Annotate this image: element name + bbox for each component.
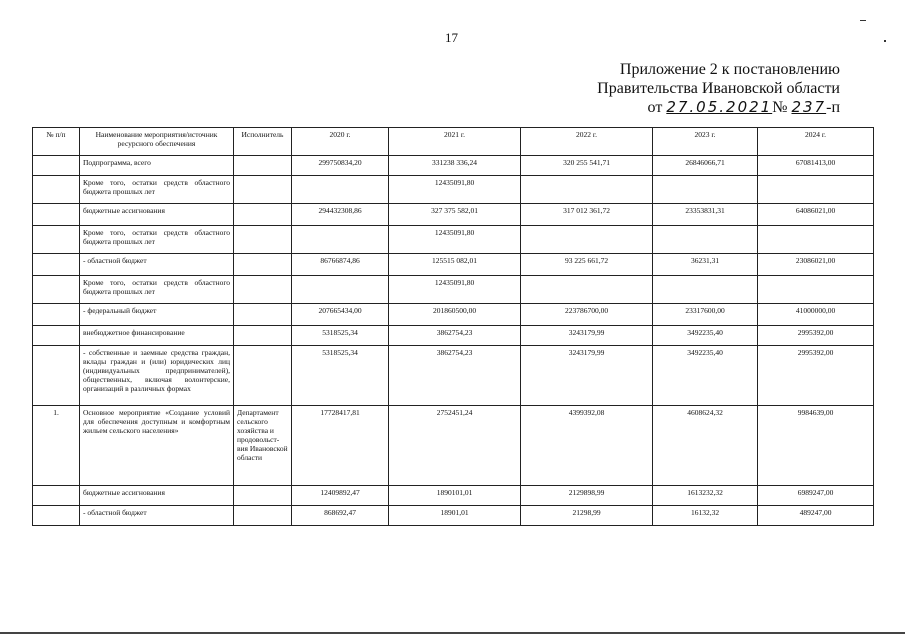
cell-value-2022: 320 255 541,71 [521,156,653,176]
table-row [33,156,874,176]
table-row [33,176,874,204]
cell-name: бюджетные ассигнования [80,204,234,226]
cell-value-2020: 294432308,86 [292,204,389,226]
scan-edge-line [0,632,905,634]
cell-value-2021: 2752451,24 [389,406,521,486]
cell-value-2020: 12409892,47 [292,486,389,506]
table-row [33,326,874,346]
cell-executor [234,506,292,526]
cell-num [33,346,80,406]
cell-name: Основное мероприятие «Создание условий для обеспечения доступным и комфортным жильем сельского населения» [80,406,234,486]
cell-value-2022: 2129898,99 [521,486,653,506]
cell-value-2024: 2995392,00 [758,346,874,406]
cell-executor [234,204,292,226]
table-row [33,406,874,486]
cell-value-2024: 67081413,00 [758,156,874,176]
cell-executor: Департамент сельского хозяйства и продовольст-вия Ивановской области [234,406,292,486]
cell-executor [234,276,292,304]
cell-executor [234,156,292,176]
header-2020: 2020 г. [292,128,389,156]
cell-value-2024: 6989247,00 [758,486,874,506]
cell-value-2021: 3862754,23 [389,326,521,346]
header-2021: 2021 г. [389,128,521,156]
cell-executor [234,346,292,406]
header-num: № п/п [33,128,80,156]
cell-name: Кроме того, остатки средств областного бюджета прошлых лет [80,176,234,204]
cell-name: Подпрограмма, всего [80,156,234,176]
cell-value-2024: 2995392,00 [758,326,874,346]
document-header [597,60,840,117]
cell-value-2023: 3492235,40 [653,346,758,406]
table-row [33,304,874,326]
table-row [33,486,874,506]
cell-value-2023 [653,176,758,204]
cell-num [33,506,80,526]
cell-executor [234,304,292,326]
table-row [33,204,874,226]
cell-num [33,254,80,276]
cell-name: Кроме того, остатки средств областного бюджета прошлых лет [80,226,234,254]
cell-value-2023: 3492235,40 [653,326,758,346]
cell-value-2021: 1890101,01 [389,486,521,506]
cell-num [33,176,80,204]
cell-value-2022: 3243179,99 [521,326,653,346]
cell-executor [234,254,292,276]
cell-value-2022: 4399392,08 [521,406,653,486]
table-header-row [33,128,874,156]
cell-value-2023: 23317600,00 [653,304,758,326]
cell-value-2023 [653,226,758,254]
cell-value-2023: 4608624,32 [653,406,758,486]
page-number: 17 [445,30,458,45]
cell-value-2020 [292,176,389,204]
header-line-3 [597,98,840,117]
cell-value-2022 [521,276,653,304]
header-prefix: от [647,99,663,116]
cell-num [33,156,80,176]
header-2022: 2022 г. [521,128,653,156]
cell-value-2021: 3862754,23 [389,346,521,406]
cell-value-2023: 1613232,32 [653,486,758,506]
table-row [33,506,874,526]
cell-value-2020 [292,226,389,254]
handwritten-number: 237 [791,98,827,116]
cell-executor [234,176,292,204]
cell-value-2022 [521,226,653,254]
cell-value-2020: 86766874,86 [292,254,389,276]
header-name: Наименование мероприятия/источник ресурсного обеспечения [80,128,234,156]
cell-name: - федеральный бюджет [80,304,234,326]
cell-num [33,486,80,506]
cell-value-2024: 489247,00 [758,506,874,526]
cell-value-2021: 331238 336,24 [389,156,521,176]
cell-value-2022: 21298,99 [521,506,653,526]
cell-value-2021: 12435091,80 [389,276,521,304]
cell-executor [234,326,292,346]
cell-value-2022: 317 012 361,72 [521,204,653,226]
cell-num [33,204,80,226]
budget-table [32,127,874,526]
cell-name: - собственные и заемные средства граждан, вклады граждан и (или) юридических лиц (индивидуальных предпринимателей), общественных, включая волонтерские, организаций в различных формах [80,346,234,406]
header-line-1: Приложение 2 к постановлению [619,61,840,78]
cell-value-2021: 125515 082,01 [389,254,521,276]
cell-value-2020: 5318525,34 [292,346,389,406]
cell-value-2022: 3243179,99 [521,346,653,406]
cell-value-2022: 223786700,00 [521,304,653,326]
cell-value-2021: 327 375 582,01 [389,204,521,226]
cell-num: 1. [33,406,80,486]
cell-value-2020: 5318525,34 [292,326,389,346]
cell-value-2024: 41000000,00 [758,304,874,326]
cell-value-2021: 12435091,80 [389,176,521,204]
cell-value-2020: 868692,47 [292,506,389,526]
cell-value-2024 [758,176,874,204]
cell-value-2023: 16132,32 [653,506,758,526]
header-2024: 2024 г. [758,128,874,156]
cell-value-2024 [758,276,874,304]
cell-value-2023 [653,276,758,304]
cell-value-2023: 26846066,71 [653,156,758,176]
cell-num [33,326,80,346]
table-row [33,276,874,304]
cell-value-2024: 23086021,00 [758,254,874,276]
cell-name: внебюджетное финансирование [80,326,234,346]
table-row [33,346,874,406]
cell-value-2021: 201860500,00 [389,304,521,326]
header-line-2: Правительства Ивановской области [597,80,840,97]
cell-num [33,276,80,304]
cell-value-2021: 12435091,80 [389,226,521,254]
number-sign: № [772,99,788,116]
cell-num [33,226,80,254]
cell-value-2022: 93 225 661,72 [521,254,653,276]
cell-value-2023: 23353831,31 [653,204,758,226]
cell-name: бюджетные ассигнования [80,486,234,506]
cell-value-2020: 299750834,20 [292,156,389,176]
table-row [33,254,874,276]
cell-name: - областной бюджет [80,506,234,526]
scan-mark [860,20,866,21]
header-suffix: -п [826,99,840,116]
cell-value-2024 [758,226,874,254]
cell-name: - областной бюджет [80,254,234,276]
cell-name: Кроме того, остатки средств областного бюджета прошлых лет [80,276,234,304]
table-row [33,226,874,254]
scan-dot [884,40,886,42]
cell-value-2020: 207665434,00 [292,304,389,326]
cell-value-2021: 18901,01 [389,506,521,526]
cell-value-2022 [521,176,653,204]
table-body [33,156,874,526]
header-executor: Исполнитель [234,128,292,156]
cell-value-2020: 17728417,81 [292,406,389,486]
header-2023: 2023 г. [653,128,758,156]
cell-value-2024: 64086021,00 [758,204,874,226]
cell-num [33,304,80,326]
cell-value-2020 [292,276,389,304]
cell-value-2023: 36231,31 [653,254,758,276]
cell-executor [234,486,292,506]
cell-value-2024: 9984639,00 [758,406,874,486]
cell-executor [234,226,292,254]
handwritten-date: 27.05.2021 [666,98,773,116]
